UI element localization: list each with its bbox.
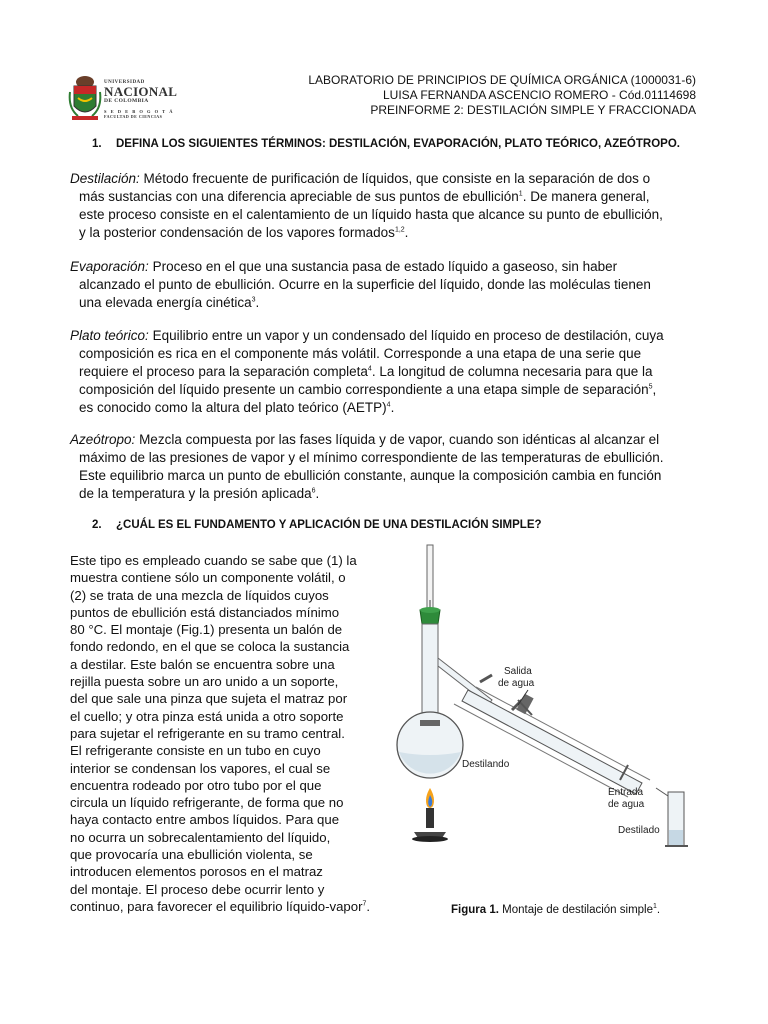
text-line: máximo de las presiones de vapor y el mínimo correspondiente de las temperaturas de ebullición. [79,450,664,465]
caption-end: . [656,904,661,916]
label-entrada-2: de agua [608,799,645,810]
text-line: para sujetar el refrigerante en su tramo central. [70,725,345,741]
text-line: . De manera general, [522,189,650,204]
definition-destilacion [70,170,690,242]
question-2-number: 2. [92,519,102,531]
bunsen-burner [412,788,448,842]
text-line: , [652,382,657,397]
header-course: LABORATORIO DE PRINCIPIOS DE QUÍMICA ORGÁNICA (1000031-6) [308,73,696,87]
text-line: de la temperatura y la presión aplicada [79,486,312,501]
question-1-number: 1. [92,138,102,150]
text-line: el cuello; y otra pinza está unida a otro soporte [70,708,344,724]
text-line: El refrigerante consiste en un tubo en cuyo [70,743,321,759]
text-line: composición es rica en el componente más volátil. Corresponde a una etapa de una serie que [79,346,642,361]
citation: 1 [518,190,523,198]
text-line: (2) se trata de una mezcla de líquidos cuyos [70,587,329,603]
citation: 6 [311,487,316,495]
text-line: puntos de ebullición está distanciados mínimo [70,604,340,620]
document-header [308,73,696,118]
label-salida-2: de agua [498,678,535,689]
text-line: y la posterior condensación de los vapores formados [79,225,395,240]
logo-line-4: S E D E B O G O T Á [104,109,174,114]
simple-distillation-explanation [70,552,371,915]
caption-label: Figura 1. [451,904,499,916]
text-line: del que sale una pinza que sujeta el matraz por [70,691,348,707]
label-entrada-1: Entrada [608,787,644,798]
text-line: composición del líquido presente un cambio correspondiente a una etapa simple de separación [79,382,649,397]
text-line: . La longitud de columna necesaria para que la [371,364,653,379]
text-line: este proceso consiste en el calentamiento de un líquido hasta que alcance su punto de ebullición, [79,207,663,222]
text-line: . [315,486,320,501]
text-line: muestra contiene sólo un componente volátil, o [70,570,346,586]
question-2-heading [92,519,542,531]
text-line: circula un líquido refrigerante, de forma que no [70,795,344,811]
label-destilado: Destilado [618,825,660,836]
question-1-text: DEFINA LOS SIGUIENTES TÉRMINOS: DESTILACIÓN, EVAPORACIÓN, PLATO TEÓRICO, AZEÓTROPO. [116,138,680,150]
definition-azeotropo [70,431,690,503]
text-line: Equilibrio entre un vapor y un condensado del líquido en proceso de destilación, cuya [152,328,664,343]
label-salida-1: Salida [504,666,532,677]
definition-plato-teorico [70,327,690,417]
text-line: fondo redondo, en el que se coloca la sustancia [70,639,350,655]
flask-neck [422,624,438,719]
text-line: continuo, para favorecer el equilibrio líquido-vapor [70,898,363,914]
text-line: es conocido como la altura del plato teórico (AETP) [79,400,387,415]
text-line: del montaje. El proceso debe ocurrir lento y [70,881,325,897]
citation: 7 [362,900,367,908]
citation: 4 [367,365,372,373]
text-line: 80 °C. El montaje (Fig.1) presenta un balón de [70,622,343,638]
text-line: Proceso en el que una sustancia pasa de estado líquido a gaseoso, sin haber [152,259,618,274]
text-line: alcanzado el punto de ebullición. Ocurre en la superficie del líquido, donde las moléculas tienen [79,277,651,292]
header-author: LUISA FERNANDA ASCENCIO ROMERO - Cód.01114698 [382,88,696,102]
text-line: a destilar. Este balón se encuentra sobre una [70,656,335,672]
definition-evaporacion [70,258,690,312]
receiving-cylinder [656,788,688,846]
text-line: encuentra rodeado por otro tubo por el que [70,777,322,793]
question-2-text: ¿CUÁL ES EL FUNDAMENTO Y APLICACIÓN DE UNA DESTILACIÓN SIMPLE? [116,519,542,531]
text-line: Este tipo es empleado cuando se sabe que (1) la [70,553,357,568]
term-plato-teorico: Plato teórico: [70,328,149,343]
label-destilando: Destilando [462,759,510,770]
text-line: introducen elementos porosos en el matraz [70,864,323,880]
header-report: PREINFORME 2: DESTILACIÓN SIMPLE Y FRACCIONADA [370,103,696,117]
citation: 4 [386,401,391,409]
text-line: . [390,400,395,415]
text-line: rejilla puesta sobre un aro unido a un soporte, [70,674,339,690]
term-evaporacion: Evaporación: [70,259,149,274]
text-line: no ocurra un sobrecalentamiento del líquido, [70,829,331,845]
term-azeotropo: Azeótropo: [70,432,136,447]
logo-line-2: NACIONAL [104,84,178,99]
text-line: requiere el proceso para la separación completa [79,364,368,379]
distillation-apparatus-figure [390,540,710,850]
caption-text: Montaje de destilación simple [498,904,653,916]
text-line: haya contacto entre ambos líquidos. Para que [70,812,340,828]
text-line: . [255,295,260,310]
citation: 3 [251,296,256,304]
text-line: . [366,898,371,914]
coat-of-arms-icon [68,72,102,124]
citation: 5 [648,383,653,391]
logo-line-1: UNIVERSIDAD [104,80,145,85]
logo-line-3: DE COLOMBIA [104,98,149,104]
flask-clamp [420,720,440,726]
question-1-heading [92,138,680,150]
text-line: Método frecuente de purificación de líquidos, que consiste en la separación de dos o [143,171,651,186]
text-line: Mezcla compuesta por las fases líquida y de vapor, cuando son idénticas al alcanzar el [139,432,660,447]
text-line: que provocaría una ebullición violenta, se [70,847,313,863]
university-name [104,80,177,119]
term-destilacion: Destilación: [70,171,140,186]
figure-caption [451,904,660,916]
citation: 1 [653,903,657,911]
stopper-top [420,607,440,613]
text-line: . [404,225,409,240]
logo-line-5: FACULTAD DE CIENCIAS [104,114,163,119]
text-line: más sustancias con una diferencia apreciable de sus puntos de ebullición [79,189,519,204]
citation: 1,2 [394,226,405,234]
text-line: una elevada energía cinética [79,295,252,310]
text-line: interior se condensan los vapores, el cual se [70,760,331,776]
university-logo [68,72,178,126]
text-line: Este equilibrio marca un punto de ebullición constante, aunque la composición cambia en función [79,468,662,483]
